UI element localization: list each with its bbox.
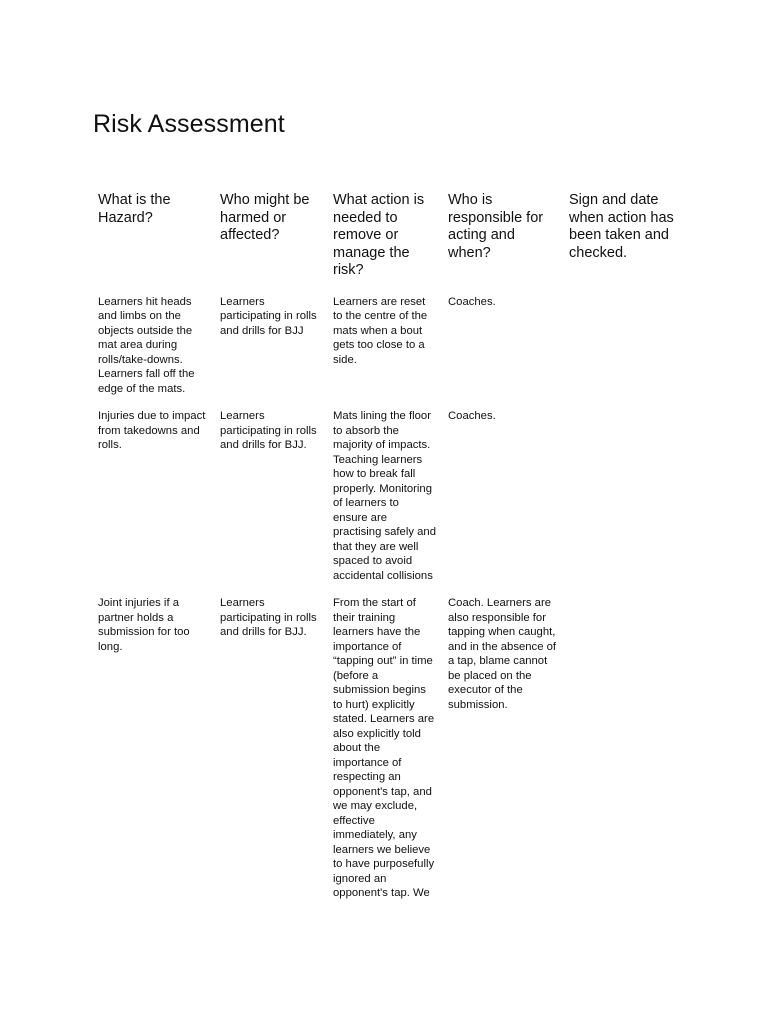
header-who-affected: Who might be harmed or affected? xyxy=(220,192,310,244)
cell-action: From the start of their training learners have the importance of “tapping out” in time (before a submission begins to hurt) explicitly stated. Learners are also explicitly told about the importance of respecting an opponent's tap, and we may exclude, effective immediately, any learners we believe to have purposefully ignored an opponent's tap. We xyxy=(333,597,435,900)
cell-action: Mats lining the floor to absorb the majority of impacts. Teaching learners how to break fall properly. Monitoring of learners to ensure are practising safely and that they are well spaced to avoid accidental collisions xyxy=(333,410,436,582)
cell-hazard: Injuries due to impact from takedowns and rolls. xyxy=(98,410,206,452)
table-row xyxy=(92,596,692,901)
table-row xyxy=(92,295,692,397)
cell-who-affected: Learners participating in rolls and drills for BJJ. xyxy=(220,410,317,452)
table-header-row xyxy=(92,192,692,280)
cell-responsible: Coach. Learners are also responsible for tapping when caught, and in the absence of a tap, blame cannot be placed on the executor of the submission. xyxy=(448,597,557,711)
cell-action: Learners are reset to the centre of the mats when a bout gets too close to a side. xyxy=(333,295,428,366)
cell-responsible: Coaches. xyxy=(448,295,496,308)
header-sign-date: Sign and date when action has been taken and checked. xyxy=(569,192,674,261)
risk-assessment-table xyxy=(92,186,692,901)
header-responsible: Who is responsible for acting and when? xyxy=(448,192,544,261)
cell-who-affected: Learners participating in rolls and drills for BJJ xyxy=(220,295,317,337)
cell-hazard: Learners hit heads and limbs on the objects outside the mat area during rolls/take-downs. Learners fall off the edge of the mats. xyxy=(98,295,195,395)
table-row xyxy=(92,409,692,583)
header-hazard: What is the Hazard? xyxy=(98,192,171,226)
page-title: Risk Assessment xyxy=(93,110,285,138)
cell-hazard: Joint injuries if a partner holds a submission for too long. xyxy=(98,597,190,653)
cell-responsible: Coaches. xyxy=(448,410,496,423)
header-action: What action is needed to remove or manage the risk? xyxy=(333,192,425,279)
cell-who-affected: Learners participating in rolls and drills for BJJ. xyxy=(220,597,317,639)
